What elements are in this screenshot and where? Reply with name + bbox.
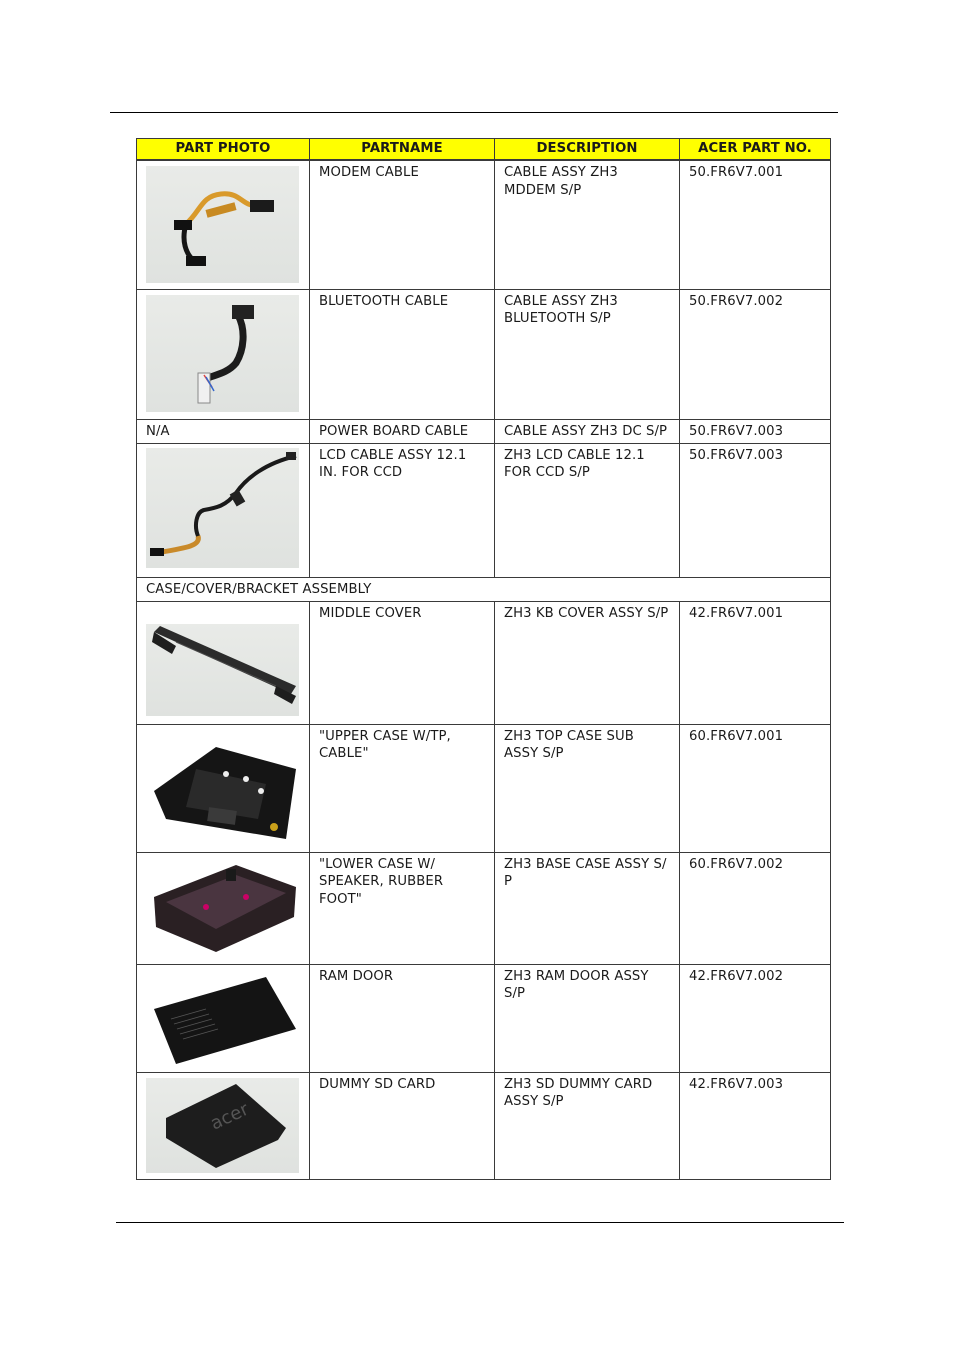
- photo-cell: [137, 964, 310, 1072]
- table-row: [137, 289, 831, 419]
- partname-cell: MIDDLE COVER: [310, 601, 495, 724]
- part-number-cell: 50.FR6V7.003: [680, 443, 831, 577]
- part-number-cell: 42.FR6V7.003: [680, 1072, 831, 1179]
- photo-na-cell: N/A: [137, 419, 310, 443]
- photo-cell: [137, 1072, 310, 1179]
- header-part-photo: PART PHOTO: [137, 139, 310, 161]
- photo-cell: [137, 724, 310, 852]
- lower-case-photo: [146, 857, 299, 957]
- description-cell: CABLE ASSY ZH3 MDDEM S/P: [495, 160, 680, 289]
- partname-cell: POWER BOARD CABLE: [310, 419, 495, 443]
- table-row: [137, 964, 831, 1072]
- middle-cover-photo: [146, 624, 299, 716]
- partname-cell: DUMMY SD CARD: [310, 1072, 495, 1179]
- table-row: [137, 724, 831, 852]
- partname-cell: BLUETOOTH CABLE: [310, 289, 495, 419]
- partname-cell: "UPPER CASE W/TP, CABLE": [310, 724, 495, 852]
- ram-door-photo: [146, 969, 299, 1067]
- dummy-sd-card-photo: [146, 1078, 299, 1173]
- photo-cell: [137, 852, 310, 964]
- table-row: [137, 852, 831, 964]
- upper-case-photo: [146, 729, 299, 847]
- description-cell: ZH3 BASE CASE ASSY S/ P: [495, 852, 680, 964]
- partname-cell: "LOWER CASE W/ SPEAKER, RUBBER FOOT": [310, 852, 495, 964]
- table-row: [137, 443, 831, 577]
- part-number-cell: 50.FR6V7.002: [680, 289, 831, 419]
- part-number-cell: 50.FR6V7.001: [680, 160, 831, 289]
- modem-cable-photo: [146, 166, 299, 283]
- partname-cell: MODEM CABLE: [310, 160, 495, 289]
- bluetooth-cable-photo: [146, 295, 299, 412]
- description-cell: CABLE ASSY ZH3 BLUETOOTH S/P: [495, 289, 680, 419]
- description-cell: ZH3 RAM DOOR ASSY S/P: [495, 964, 680, 1072]
- parts-table: [136, 138, 831, 1180]
- acer-logo: acer: [207, 1098, 253, 1135]
- table-row: [137, 1072, 831, 1179]
- table-row: [137, 419, 831, 443]
- part-number-cell: 42.FR6V7.002: [680, 964, 831, 1072]
- description-cell: ZH3 TOP CASE SUB ASSY S/P: [495, 724, 680, 852]
- header-description: DESCRIPTION: [495, 139, 680, 161]
- partname-cell: RAM DOOR: [310, 964, 495, 1072]
- photo-cell: [137, 443, 310, 577]
- header-acer-part-no: ACER PART NO.: [680, 139, 831, 161]
- section-row: [137, 577, 831, 601]
- part-number-cell: 42.FR6V7.001: [680, 601, 831, 724]
- photo-cell: [137, 601, 310, 724]
- partname-cell: LCD CABLE ASSY 12.1 IN. FOR CCD: [310, 443, 495, 577]
- bottom-rule: [116, 1222, 844, 1223]
- table-header-row: [137, 139, 831, 161]
- table-row: [137, 601, 831, 724]
- section-title: CASE/COVER/BRACKET ASSEMBLY: [137, 577, 831, 601]
- part-number-cell: 60.FR6V7.002: [680, 852, 831, 964]
- description-cell: CABLE ASSY ZH3 DC S/P: [495, 419, 680, 443]
- top-rule: [110, 112, 838, 113]
- part-number-cell: 50.FR6V7.003: [680, 419, 831, 443]
- description-cell: ZH3 KB COVER ASSY S/P: [495, 601, 680, 724]
- table-row: [137, 160, 831, 289]
- lcd-cable-photo: [146, 448, 299, 568]
- part-number-cell: 60.FR6V7.001: [680, 724, 831, 852]
- photo-cell: [137, 289, 310, 419]
- description-cell: ZH3 LCD CABLE 12.1 FOR CCD S/P: [495, 443, 680, 577]
- photo-cell: [137, 160, 310, 289]
- header-partname: PARTNAME: [310, 139, 495, 161]
- description-cell: ZH3 SD DUMMY CARD ASSY S/P: [495, 1072, 680, 1179]
